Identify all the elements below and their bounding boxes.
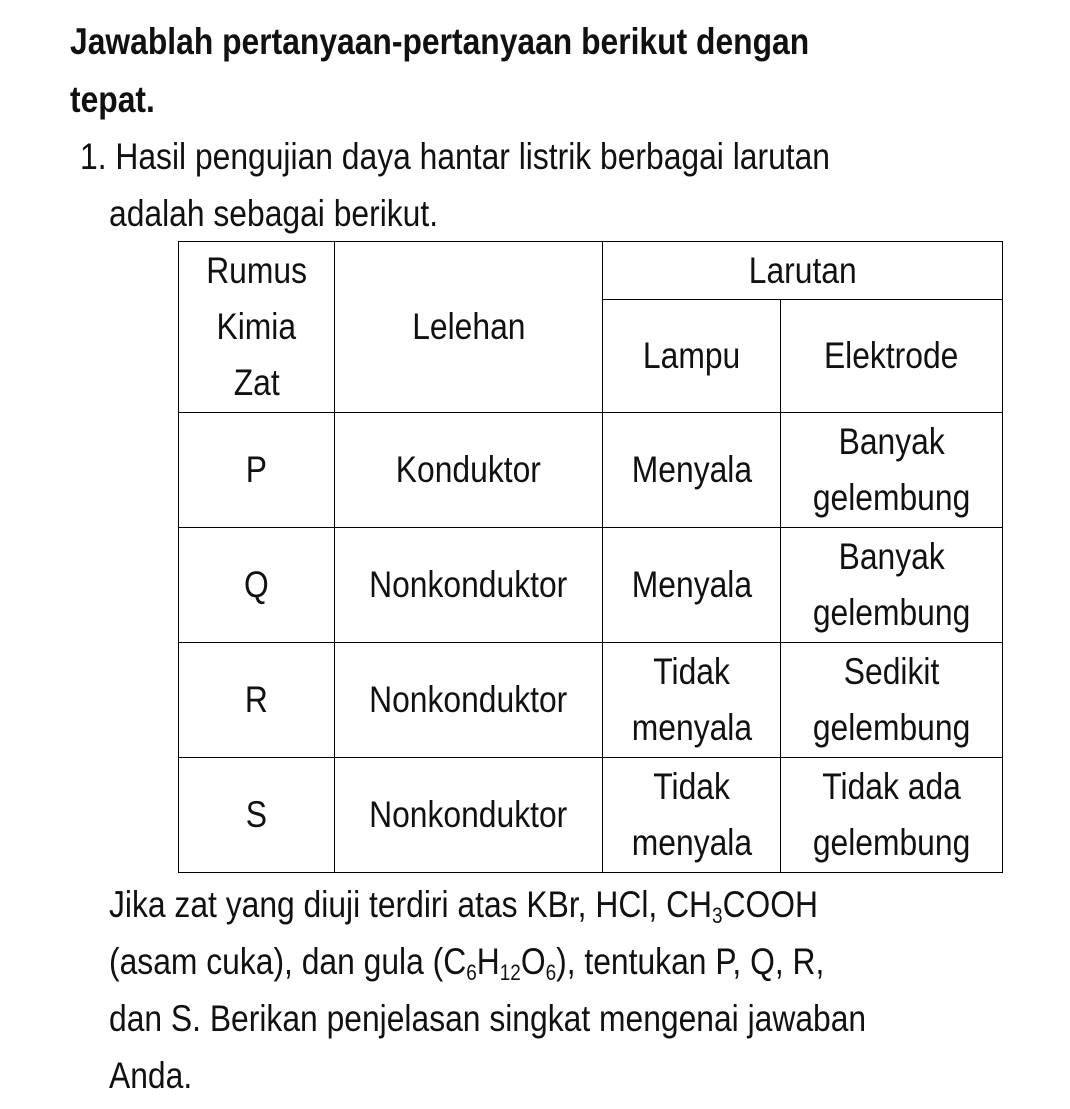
header-lampu: Lampu	[603, 300, 781, 413]
cell-lelehan: Nonkonduktor	[335, 643, 603, 758]
cell-lelehan: Nonkonduktor	[335, 758, 603, 873]
subscript: 3	[712, 903, 723, 928]
cell-elektrode: Tidak ada gelembung	[781, 758, 1003, 873]
cell-elektrode: Banyak gelembung	[781, 528, 1003, 643]
header-elektrode: Elektrode	[781, 300, 1003, 413]
cell-lampu: Menyala	[603, 528, 781, 643]
cell-lampu: Tidak menyala	[603, 758, 781, 873]
question-1-task-line-3: dan S. Berikan penjelasan singkat mengenai jawaban	[109, 998, 867, 1039]
question-1-task-line-2: (asam cuka), dan gula $(C_6H_{12}O_6)$, tentukan P, Q, R,	[109, 941, 825, 985]
header-rumus-line-1: Rumus	[206, 250, 307, 291]
subscript: 12	[499, 960, 521, 985]
table-row	[179, 413, 1003, 528]
table-header-row	[179, 242, 1003, 300]
subscript: 6	[466, 960, 477, 985]
header-rumus-line-3: Zat	[233, 362, 280, 403]
cell-zat: R	[179, 643, 335, 758]
conductivity-table	[178, 241, 1003, 873]
instruction-heading-line-1: Jawablah pertanyaan-pertanyaan berikut dengan	[70, 21, 810, 62]
table-row	[179, 643, 1003, 758]
instruction-heading	[70, 20, 929, 64]
instruction-heading-continued	[70, 78, 169, 122]
cell-lampu: Tidak menyala	[603, 643, 781, 758]
question-1-line-1: Hasil pengujian daya hantar listrik berbagai larutan	[115, 136, 831, 177]
instruction-heading-line-2: tepat.	[70, 79, 155, 120]
subscript: 6	[545, 960, 557, 985]
cell-zat: S	[179, 758, 335, 873]
question-number: 1.	[80, 136, 107, 177]
header-rumus-kimia-zat	[179, 242, 335, 413]
cell-zat: P	[179, 413, 335, 528]
question-1-task-line-1: Jika zat yang diuji terdiri atas KBr, HCl, $CH_3COOH$	[109, 884, 819, 928]
question-1-stem-continued	[109, 192, 492, 236]
cell-elektrode: Sedikit gelembung	[781, 643, 1003, 758]
header-lelehan: Lelehan	[335, 242, 603, 413]
cell-elektrode: Banyak gelembung	[781, 413, 1003, 528]
cell-lelehan: Konduktor	[335, 413, 603, 528]
header-rumus-line-2: Kimia	[216, 306, 297, 347]
cell-zat: Q	[179, 528, 335, 643]
cell-lelehan: Nonkonduktor	[335, 528, 603, 643]
question-1-line-2: adalah sebagai berikut.	[109, 193, 439, 234]
header-larutan: Larutan	[603, 242, 1003, 300]
cell-lampu: Menyala	[603, 413, 781, 528]
question-1-task-line-4: Anda.	[109, 1055, 193, 1096]
question-1-stem	[80, 135, 952, 179]
table-row	[179, 528, 1003, 643]
table-row	[179, 758, 1003, 873]
